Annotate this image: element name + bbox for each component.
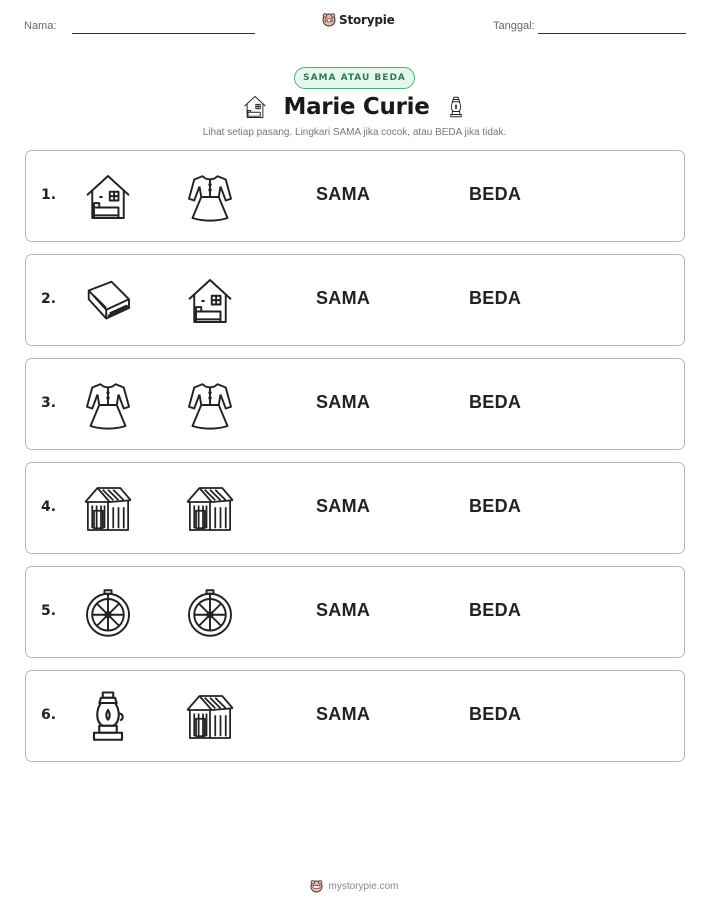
option-sama[interactable]: SAMA: [316, 184, 371, 204]
compass-icon: [80, 585, 136, 641]
brand-name: Storypie: [339, 13, 395, 27]
lantern-icon: [444, 92, 468, 122]
row-number: 6.: [41, 707, 57, 723]
pair-row: [25, 358, 685, 450]
option-sama[interactable]: SAMA: [316, 600, 371, 620]
shed-icon: [80, 481, 136, 537]
pair-row: [25, 566, 685, 658]
row-number: 5.: [41, 603, 57, 619]
instructions: Lihat setiap pasang. Lingkari SAMA jika cocok, atau BEDA jika tidak.: [202, 127, 507, 138]
name-field[interactable]: [72, 33, 255, 34]
title-row: [0, 91, 709, 123]
option-beda[interactable]: BEDA: [469, 600, 522, 620]
page-title: Marie Curie: [283, 94, 430, 120]
name-label: Nama:: [24, 20, 57, 32]
pair-row: [25, 150, 685, 242]
brand-logo: [322, 13, 395, 27]
shed-icon: [182, 481, 238, 537]
option-sama[interactable]: SAMA: [316, 704, 371, 724]
row-number: 2.: [41, 291, 57, 307]
dress-icon: [182, 377, 238, 433]
lantern-icon: [80, 689, 136, 745]
house-icon: [80, 169, 136, 225]
option-beda[interactable]: BEDA: [469, 704, 522, 724]
option-beda[interactable]: BEDA: [469, 496, 522, 516]
book-icon: [80, 273, 136, 329]
option-sama[interactable]: SAMA: [316, 288, 371, 308]
row-number: 3.: [41, 395, 57, 411]
house-icon: [241, 93, 269, 121]
storypie-mascot-icon: [310, 880, 323, 893]
pair-row: [25, 670, 685, 762]
option-beda[interactable]: BEDA: [469, 184, 522, 204]
compass-icon: [182, 585, 238, 641]
option-beda[interactable]: BEDA: [469, 288, 522, 308]
option-sama[interactable]: SAMA: [316, 392, 371, 412]
dress-icon: [80, 377, 136, 433]
shed-icon: [182, 689, 238, 745]
house-icon: [182, 273, 238, 329]
footer: [0, 880, 709, 893]
option-sama[interactable]: SAMA: [316, 496, 371, 516]
option-beda[interactable]: BEDA: [469, 392, 522, 412]
date-field[interactable]: [538, 33, 686, 34]
footer-url: mystorypie.com: [328, 881, 399, 892]
date-label: Tanggal:: [493, 20, 535, 32]
pair-row: [25, 254, 685, 346]
storypie-mascot-icon: [322, 13, 336, 27]
activity-badge: SAMA ATAU BEDA: [294, 67, 415, 89]
dress-icon: [182, 169, 238, 225]
row-number: 4.: [41, 499, 57, 515]
row-number: 1.: [41, 187, 57, 203]
pair-row: [25, 462, 685, 554]
